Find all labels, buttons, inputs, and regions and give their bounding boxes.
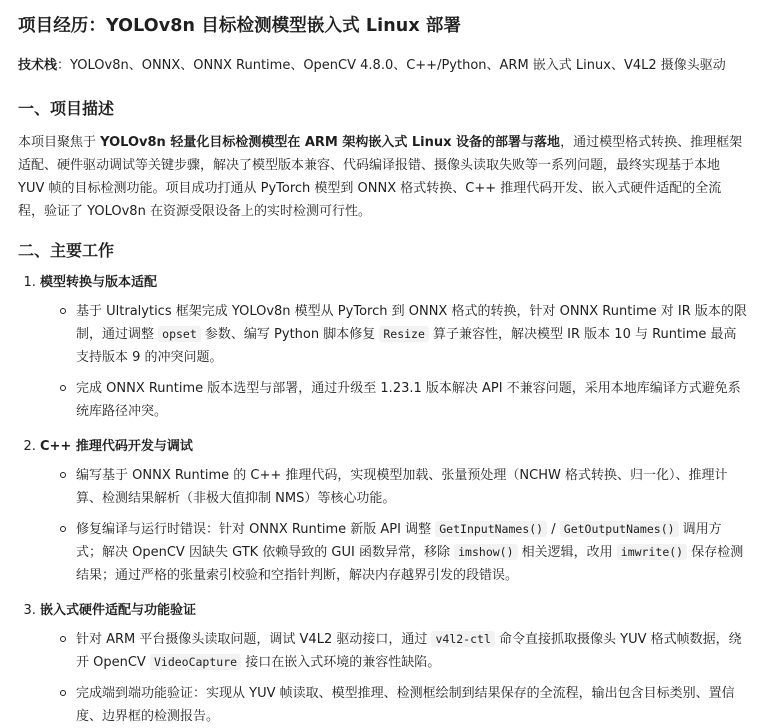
bullet-text: 完成 ONNX Runtime 版本选型与部署，通过升级至 1.23.1 版本解决 API 不兼容问题，采用本地库编译方式避免系统库路径冲突。 bbox=[76, 381, 741, 419]
code-v4l2-ctl: v4l2-ctl bbox=[431, 631, 494, 647]
work-item-bullets bbox=[40, 464, 747, 587]
code-resize: Resize bbox=[379, 326, 429, 342]
bullet-icon bbox=[60, 526, 66, 532]
work-item-bullets bbox=[40, 628, 747, 728]
bullet-icon bbox=[60, 636, 66, 642]
work-item-3 bbox=[40, 599, 747, 728]
bullet-text: 基于 Ultralytics 框架完成 YOLOv8n 模型从 PyTorch 到 ONNX 格式的转换，针对 ONNX Runtime 对 IR 版本的限制，通过调整 bbox=[76, 304, 747, 342]
work-item-2 bbox=[40, 435, 747, 587]
code-imwrite: imwrite() bbox=[617, 544, 687, 560]
section-heading-work: 二、主要工作 bbox=[18, 241, 115, 260]
bullet-text: 相关逻辑，改用 bbox=[517, 545, 617, 560]
page-title: 项目经历：YOLOv8n 目标检测模型嵌入式 Linux 部署 bbox=[18, 16, 462, 36]
bullet-item bbox=[64, 464, 747, 510]
bullet-icon bbox=[60, 385, 66, 391]
bullet-text: 针对 ARM 平台摄像头读取问题，调试 V4L2 驱动接口，通过 bbox=[76, 632, 432, 647]
bullet-text: 保存检测结果；通过严格的张量索引校验和空指针判断，解决内存越界引发的段错误。 bbox=[76, 545, 744, 583]
bullet-text: 算子兼容性，解决模型 IR 版本 10 与 Runtime 最高支持版本 9 的冲突问题。 bbox=[76, 327, 737, 365]
tech-stack-separator: ： bbox=[57, 58, 71, 73]
bullet-text: 完成端到端功能验证：实现从 YUV 帧读取、模型推理、检测框绘制到结果保存的全流程，输出包含目标类别、置信度、边界框的检测报告。 bbox=[76, 686, 735, 724]
bullet-text: 修复编译与运行时错误：针对 ONNX Runtime 新版 API 调整 bbox=[76, 522, 436, 537]
work-item-title: 嵌入式硬件适配与功能验证 bbox=[40, 603, 197, 618]
code-imshow: imshow() bbox=[454, 544, 517, 560]
bullet-text: 参数、编写 Python 脚本修复 bbox=[200, 327, 380, 342]
bullet-item bbox=[64, 628, 747, 674]
bullet-item bbox=[64, 682, 747, 728]
bullet-text: 命令直接抓取摄像头 YUV 格式帧数据，绕开 OpenCV bbox=[76, 632, 742, 670]
bullet-item bbox=[64, 518, 747, 587]
description-paragraph bbox=[18, 131, 747, 223]
bullet-text: / bbox=[547, 522, 560, 537]
code-getinputnames: GetInputNames() bbox=[435, 521, 547, 537]
description-text-1: 本项目聚焦于 bbox=[18, 135, 101, 150]
code-opset: opset bbox=[158, 326, 201, 342]
tech-stack-value: YOLOv8n、ONNX、ONNX Runtime、OpenCV 4.8.0、C++/Python、ARM 嵌入式 Linux、V4L2 摄像头驱动 bbox=[70, 58, 726, 73]
description-bold: YOLOv8n 轻量化目标检测模型在 ARM 架构嵌入式 Linux 设备的部署与落地 bbox=[100, 135, 561, 150]
bullet-text: 接口在嵌入式环境的兼容性缺陷。 bbox=[241, 655, 441, 670]
tech-stack-line bbox=[18, 54, 747, 77]
bullet-icon bbox=[60, 690, 66, 696]
bullet-text: 编写基于 ONNX Runtime 的 C++ 推理代码，实现模型加载、张量预处理（NCHW 格式转换、归一化）、推理计算、检测结果解析（非极大值抑制 NMS）等核心功能。 bbox=[76, 468, 728, 506]
bullet-icon bbox=[60, 472, 66, 478]
work-item-bullets bbox=[40, 300, 747, 423]
code-videocapture: VideoCapture bbox=[150, 654, 241, 670]
bullet-text: 调用方式；解决 OpenCV 因缺失 GTK 依赖导致的 GUI 函数异常，移除 bbox=[76, 522, 722, 560]
bullet-icon bbox=[60, 308, 66, 314]
work-item-title: 模型转换与版本适配 bbox=[40, 275, 158, 290]
section-heading-description: 一、项目描述 bbox=[18, 99, 115, 118]
code-getoutputnames: GetOutputNames() bbox=[560, 521, 679, 537]
work-item-title: C++ 推理代码开发与调试 bbox=[40, 439, 193, 454]
work-list bbox=[18, 271, 747, 728]
work-item-1 bbox=[40, 271, 747, 423]
bullet-item bbox=[64, 300, 747, 369]
tech-stack-label: 技术栈 bbox=[18, 58, 58, 73]
bullet-item bbox=[64, 377, 747, 423]
description-text-2: ，通过模型格式转换、推理框架适配、硬件驱动调试等关键步骤，解决了模型版本兼容、代码编译报错、摄像头读取失败等一系列问题，最终实现基于本地 YUV 帧的目标检测功能。项目成功打通从 PyTorch 模型到 ONNX 格式转换、C++ 推理代码开发、嵌入式硬件适配的全流程，验证了 YOLOv8n 在资源受限设备上的实时检测可行性。 bbox=[18, 135, 743, 219]
